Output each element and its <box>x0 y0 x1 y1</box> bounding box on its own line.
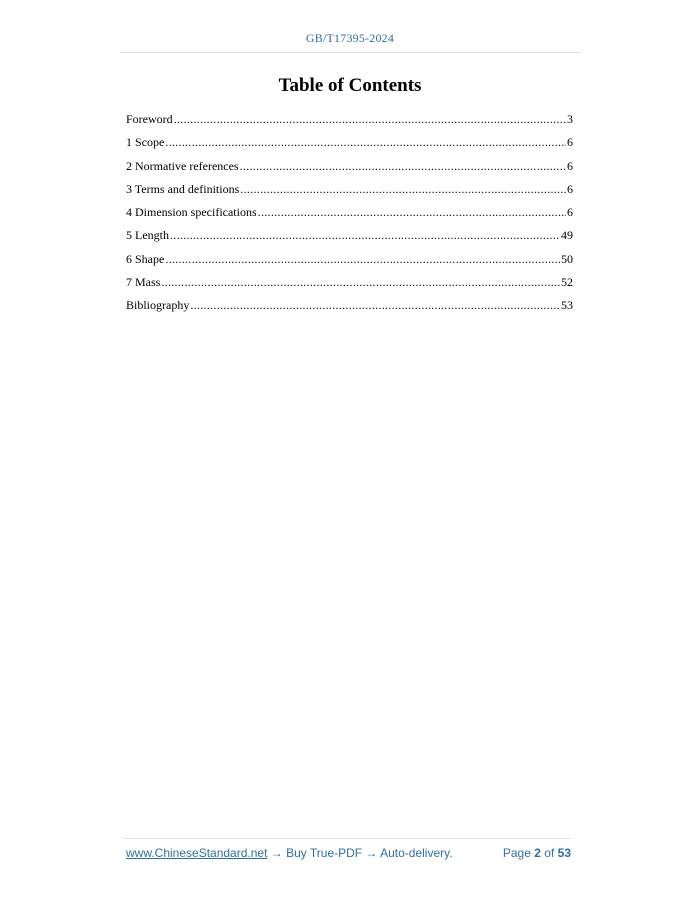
toc-dot-leader <box>258 201 566 224</box>
toc-dot-leader <box>240 155 566 178</box>
toc-entry-label: 2 Normative references <box>126 158 239 173</box>
toc-dot-leader <box>190 294 560 317</box>
footer-promo-text: → Buy True-PDF → Auto-delivery. <box>267 846 453 860</box>
toc-entry-page: 50 <box>561 251 573 266</box>
toc-entry-length[interactable] <box>126 224 573 247</box>
header-divider <box>120 52 580 53</box>
toc-entry-shape[interactable] <box>126 248 573 271</box>
toc-entry-page: 3 <box>567 112 573 126</box>
toc-entry-label: 4 Dimension specifications <box>126 205 257 220</box>
toc-entry-page: 53 <box>561 298 573 313</box>
of-word: of <box>544 846 555 860</box>
page-indicator <box>503 846 571 860</box>
toc-entry-label: Foreword <box>126 112 173 126</box>
current-page-number: 2 <box>534 846 541 860</box>
toc-entry-label: 7 Mass <box>126 275 161 290</box>
toc-dot-leader <box>240 178 566 201</box>
toc-dot-leader <box>165 131 566 154</box>
toc-dot-leader <box>161 271 560 294</box>
toc-dot-leader <box>170 224 560 247</box>
toc-entry-page: 6 <box>567 135 573 150</box>
toc-entry-foreword[interactable] <box>126 108 573 131</box>
toc-dot-leader <box>165 248 560 271</box>
toc-entry-terms-definitions[interactable] <box>126 178 573 201</box>
toc-entry-page: 52 <box>561 275 573 290</box>
total-pages-number: 53 <box>557 846 571 860</box>
footer-promo <box>126 846 453 860</box>
page-footer <box>126 846 571 860</box>
toc-title: Table of Contents <box>278 75 422 96</box>
toc-entry-page: 6 <box>567 181 573 196</box>
toc-entry-bibliography[interactable] <box>126 294 573 317</box>
toc-entry-label: 5 Length <box>126 228 169 243</box>
toc-entry-page: 6 <box>567 158 573 173</box>
toc-entry-page: 6 <box>567 205 573 220</box>
toc-entry-dimension-specifications[interactable] <box>126 201 573 224</box>
toc-entry-page: 49 <box>561 228 573 243</box>
toc-entry-label: Bibliography <box>126 298 190 313</box>
toc-entry-mass[interactable] <box>126 271 573 294</box>
toc-list <box>126 108 573 318</box>
document-code-header: GB/T17395-2024 <box>305 31 395 45</box>
chinesestandard-link[interactable]: www.ChineseStandard.net <box>126 846 268 860</box>
toc-dot-leader <box>174 108 566 131</box>
toc-entry-scope[interactable] <box>126 131 573 154</box>
toc-entry-label: 3 Terms and definitions <box>126 181 240 196</box>
footer-divider <box>123 838 571 839</box>
toc-entry-label: 1 Scope <box>126 135 165 150</box>
toc-entry-label: 6 Shape <box>126 251 165 266</box>
page-word: Page <box>502 846 531 860</box>
toc-entry-normative-references[interactable] <box>126 155 573 178</box>
